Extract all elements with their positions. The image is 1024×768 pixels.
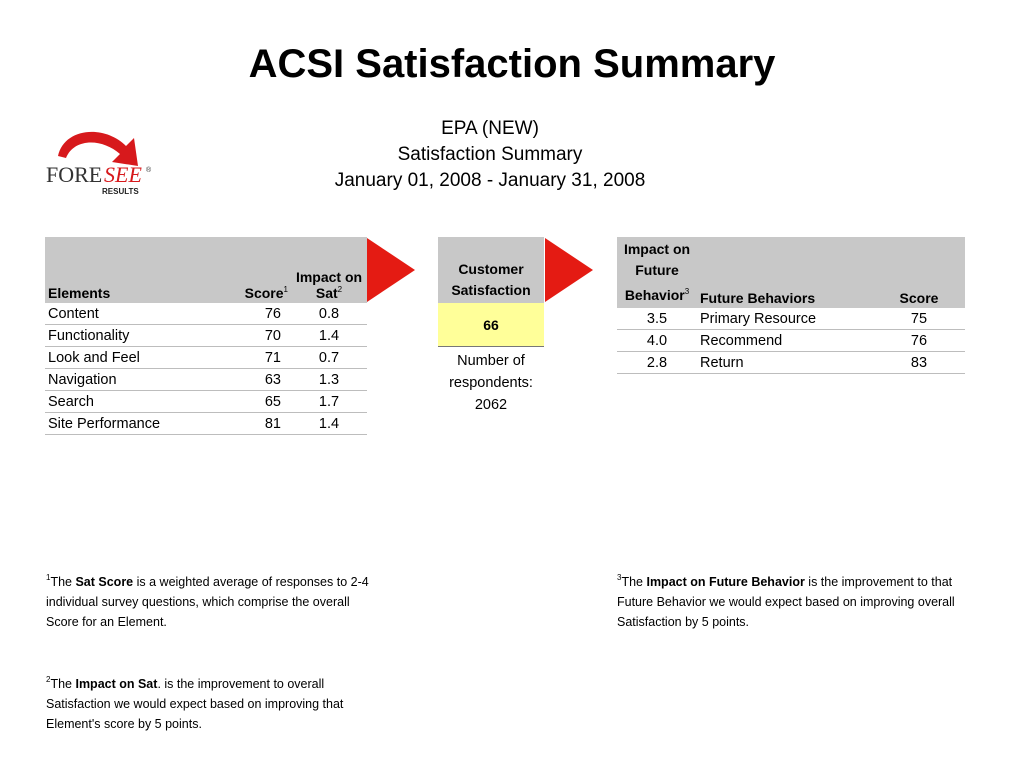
footnote-3: $^3$The Impact on Future Behavior is the improvement to that Future Behavior we would expect based on improving overall Satisfaction by 5 points. [617,573,955,629]
page-title: ACSI Satisfaction Summary [248,42,776,86]
score-header: Score$^1$ [229,237,291,303]
foresee-logo [44,124,164,204]
footnote-1: $^1$The Sat Score is a weighted average of responses to 2-4 individual survey questions, which comprise the overall Score for an Element. [46,573,369,629]
report-period: January 01, 2008 - January 31, 2008 [334,170,646,191]
respondents-info: Number of respondents: 2062 [438,350,544,416]
element-name: Look and Feel [45,347,229,369]
element-score: 65 [229,391,291,413]
future-impact: 2.8 [617,352,697,374]
table-row [45,325,367,347]
elements-table [45,237,367,435]
element-score: 71 [229,347,291,369]
future-behaviors-header: Future Behaviors [697,237,873,308]
future-score: 75 [873,308,965,330]
logo-results-text: RESULTS [102,187,139,196]
future-score: 83 [873,352,965,374]
logo-fore-text: FORE [46,162,103,187]
element-score: 81 [229,413,291,435]
report-header [300,116,680,194]
table-row [617,330,965,352]
customer-satisfaction-box [438,237,544,416]
respondents-count: 2062 [474,397,508,413]
table-row [45,369,367,391]
element-name: Site Performance [45,413,229,435]
report-name: Satisfaction Summary [397,144,583,165]
element-score: 70 [229,325,291,347]
impact-header: Impact on Sat$^2$ [291,237,367,303]
element-impact: 1.4 [291,413,367,435]
future-score-header: Score [873,237,965,308]
element-name: Content [45,303,229,325]
future-impact: 4.0 [617,330,697,352]
table-row [45,347,367,369]
future-impact: 3.5 [617,308,697,330]
future-behavior: Recommend [697,330,873,352]
element-score: 63 [229,369,291,391]
logo-see-text: SEE [104,162,142,187]
arrow-right-icon [545,238,593,302]
future-behavior: Primary Resource [697,308,873,330]
swoosh-arrow-icon [44,124,164,204]
table-row [45,391,367,413]
impact-future-header: Impact on Future Behavior$^3$ [617,237,697,308]
element-impact: 0.7 [291,347,367,369]
element-name: Navigation [45,369,229,391]
table-row [45,303,367,325]
arrow-right-icon [367,238,415,302]
table-row [617,308,965,330]
element-impact: 1.7 [291,391,367,413]
element-name: Search [45,391,229,413]
future-score: 76 [873,330,965,352]
elements-header: Elements [45,237,229,303]
org-name: EPA (NEW) [441,118,539,139]
element-impact: 1.4 [291,325,367,347]
element-impact: 1.3 [291,369,367,391]
logo-registered-mark: ® [146,167,152,174]
table-row [45,413,367,435]
customer-satisfaction-score: 66 [438,303,544,347]
element-impact: 0.8 [291,303,367,325]
table-row [617,352,965,374]
future-behavior: Return [697,352,873,374]
element-score: 76 [229,303,291,325]
element-name: Functionality [45,325,229,347]
future-behaviors-table [617,237,965,374]
customer-satisfaction-header: Customer Satisfaction [438,237,544,303]
footnote-2: $^2$The Impact on Sat. is the improvement to overall Satisfaction we would expect based on improving that Element's score by 5 points. [46,675,344,731]
